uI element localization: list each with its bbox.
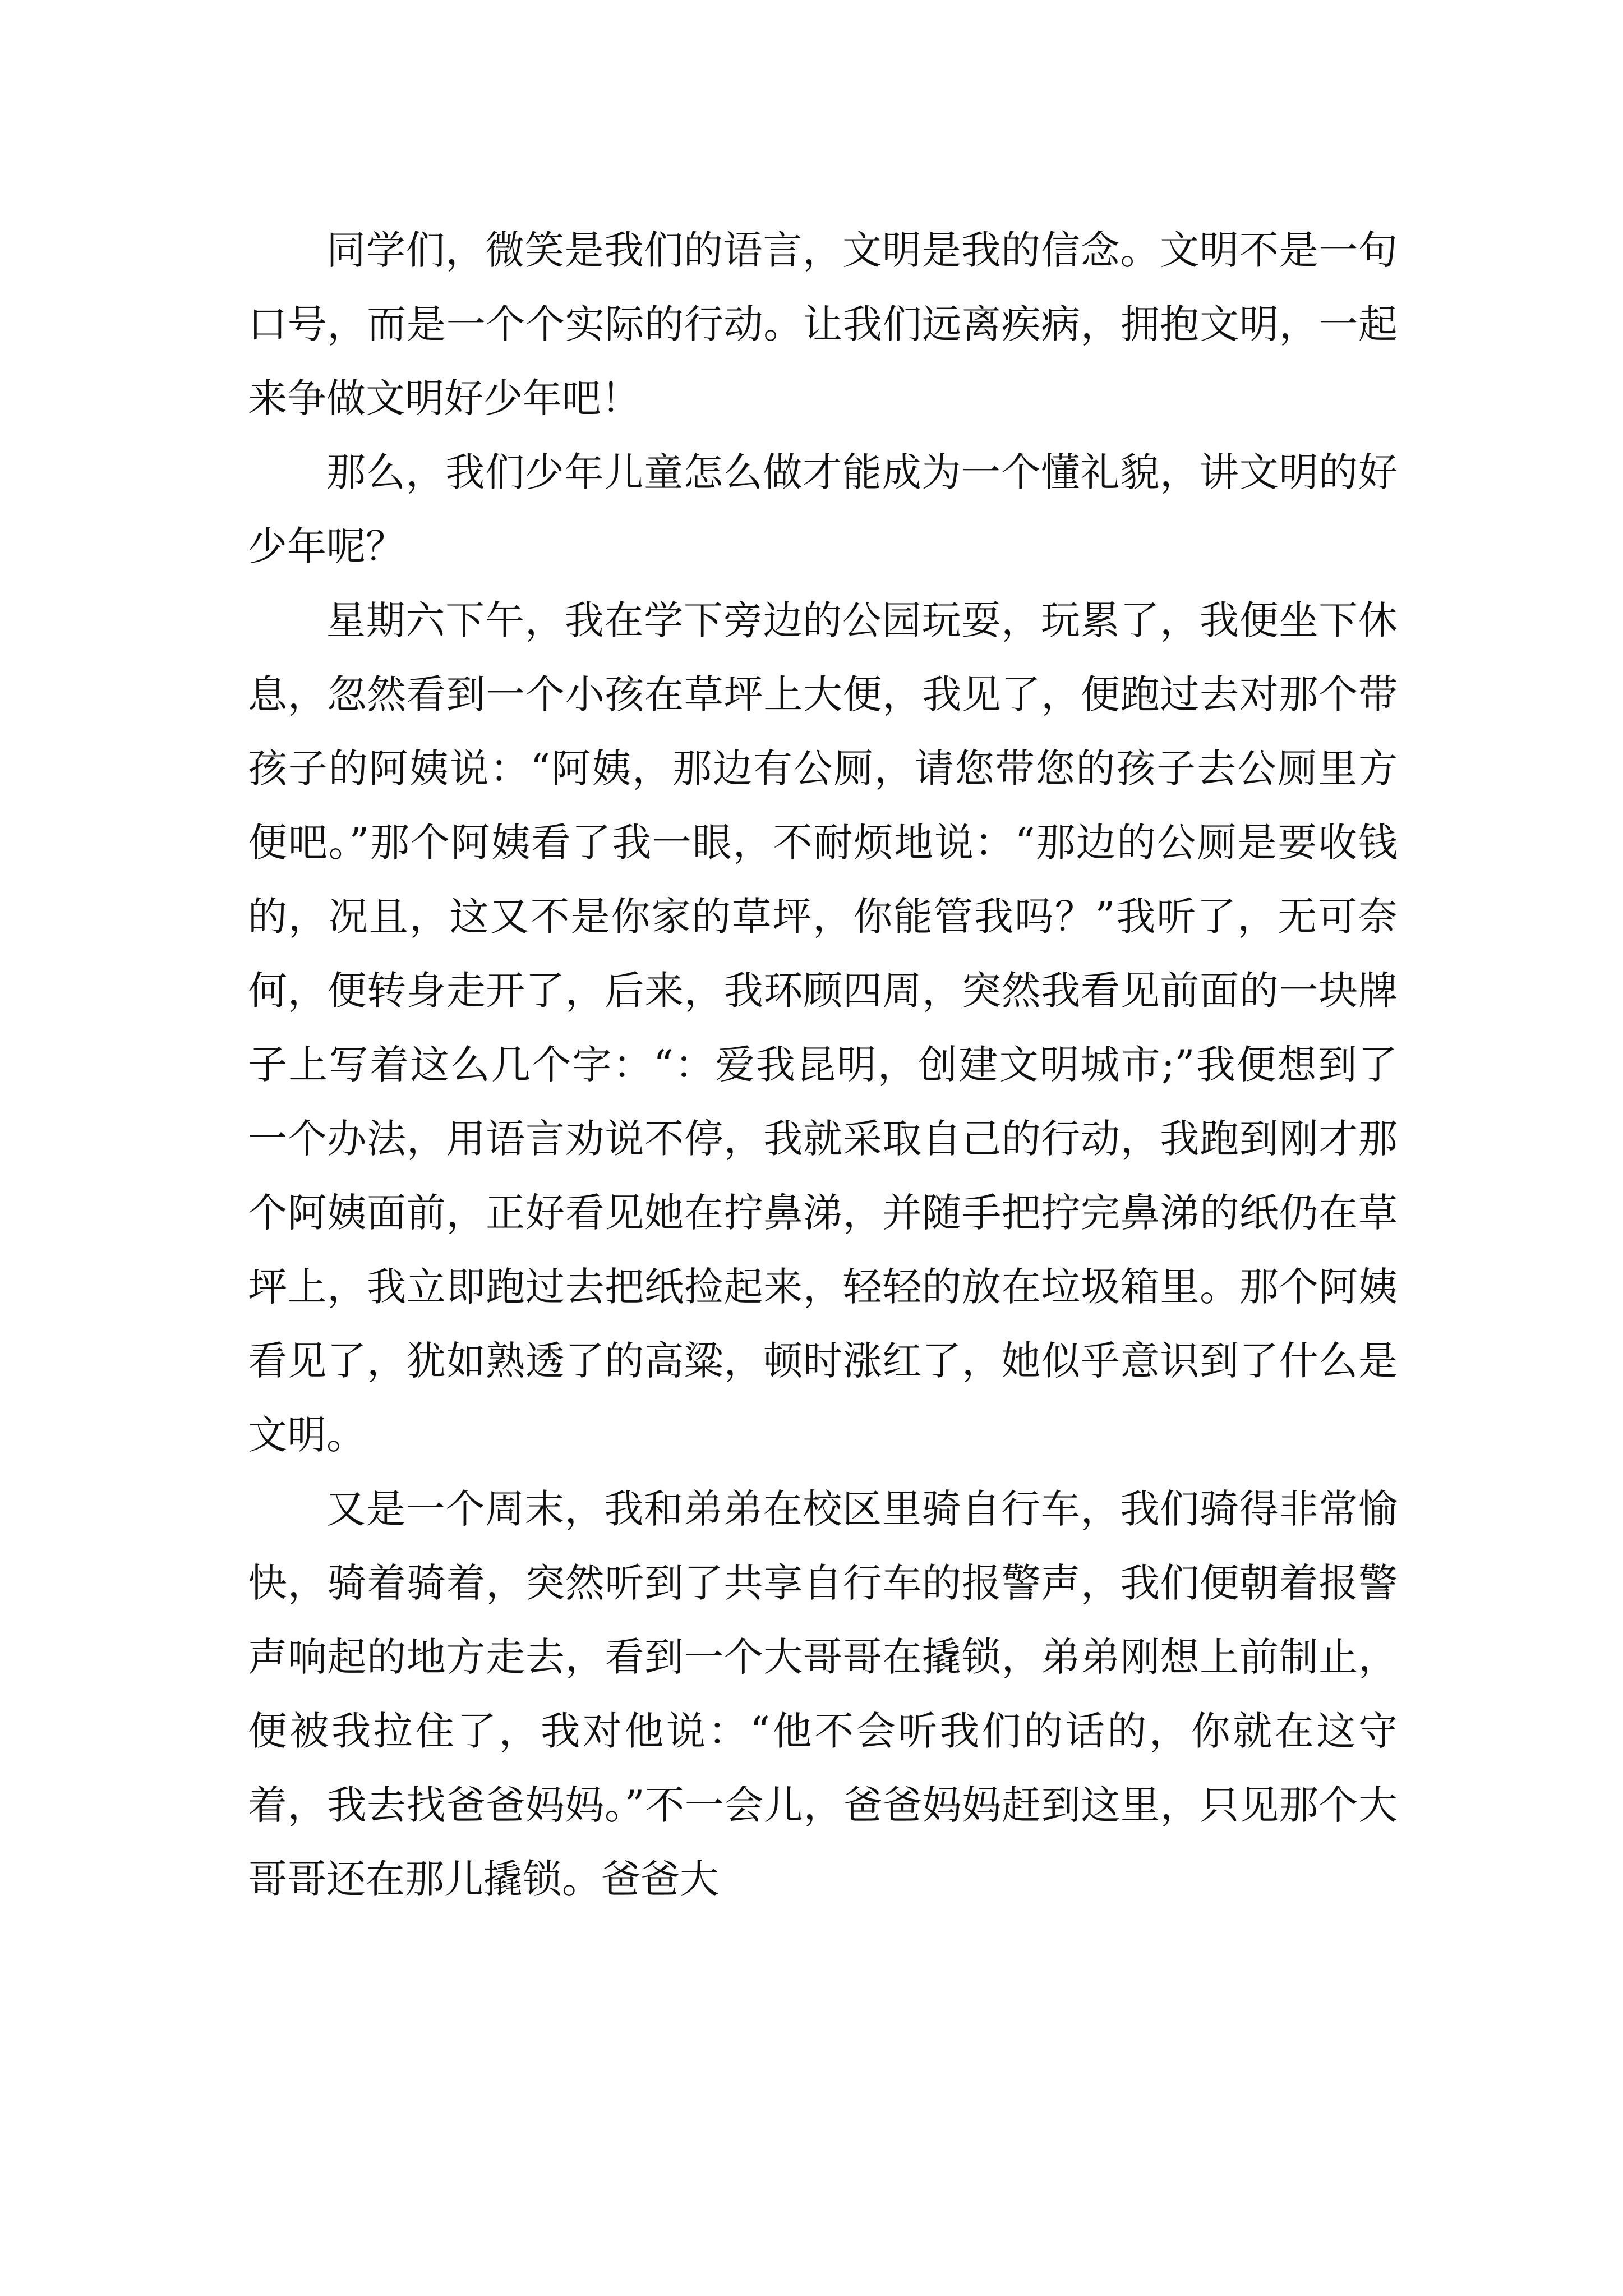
paragraph: 星期六下午，我在学下旁边的公园玩耍，玩累了，我便坐下休息，忽然看到一个小孩在草坪上大便，我见了，便跑过去对那个带孩子的阿姨说：“阿姨，那边有公厕，请您带您的孩子去公厕里方便吧。”那个阿姨看了我一眼，不耐烦地说：“那边的公厕是要收钱的，况且，这又不是你家的草坪，你能管我吗？”我听了，无可奈何，便转身走开了，后来，我环顾四周，突然我看见前面的一块牌子上写着这么几个字：“：爱我昆明，创建文明城市;”我便想到了一个办法，用语言劝说不停，我就采取自己的行动，我跑到刚才那个阿姨面前，正好看见她在拧鼻涕，并随手把拧完鼻涕的纸仍在草坪上，我立即跑过去把纸捡起来，轻轻的放在垃圾箱里。那个阿姨看见了，犹如熟透了的高粱，顿时涨红了，她似乎意识到了什么是文明。 [248, 597, 1398, 1458]
paragraph: 又是一个周末，我和弟弟在校区里骑自行车，我们骑得非常愉快，骑着骑着，突然听到了共享自行车的报警声，我们便朝着报警声响起的地方走去，看到一个大哥哥在撬锁，弟弟刚想上前制止，便被我拉住了，我对他说：“他不会听我们的话的，你就在这守着，我去找爸爸妈妈。”不一会儿，爸爸妈妈赶到这里，只见那个大哥哥还在那儿撬锁。爸爸大 [248, 1486, 1398, 1902]
document-body [248, 213, 1398, 1916]
paragraph: 同学们，微笑是我们的语言，文明是我的信念。文明不是一句口号，而是一个个实际的行动。让我们远离疾病，拥抱文明，一起来争做文明好少年吧！ [248, 227, 1398, 421]
paragraph: 那么，我们少年儿童怎么做才能成为一个懂礼貌，讲文明的好少年呢？ [248, 449, 1398, 569]
